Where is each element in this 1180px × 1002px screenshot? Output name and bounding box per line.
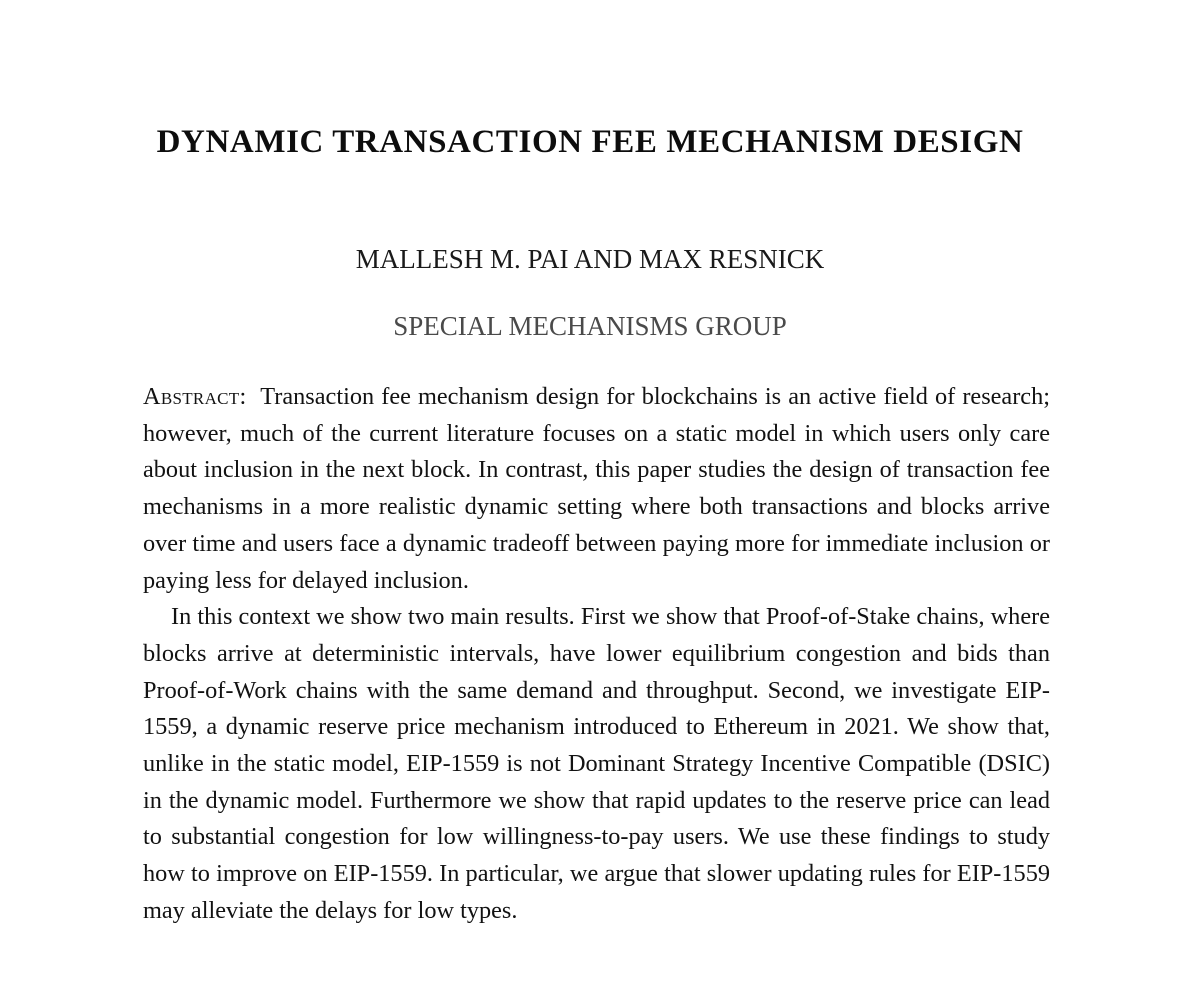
paper-affiliation: SPECIAL MECHANISMS GROUP [393, 311, 787, 341]
paper-authors: MALLESH M. PAI AND MAX RESNICK [355, 244, 825, 274]
abstract-paragraph-2: In this context we show two main results. First we show that Proof-of-Stake chains, where blocks arrive at deterministic intervals, have lower equilibrium congestion and bids than Proof-of-Work chains with the same demand and throughput. Second, we investigate EIP-1559, a dynamic reserve price mechanism introduced to Ethereum in 2021. We show that, unlike in the static model, EIP-1559 is not Dominant Strategy Incentive Compatible (DSIC) in the dynamic model. Furthermore we show that rapid updates to the reserve price can lead to substantial congestion for low willingness-to-pay users. We use these findings to study how to improve on EIP-1559. In particular, we argue that slower updating rules for EIP-1559 may alleviate the delays for low types. [143, 603, 1050, 924]
abstract-label: Abstract: [143, 383, 247, 410]
paper-title: DYNAMIC TRANSACTION FEE MECHANISM DESIGN [156, 124, 1024, 160]
abstract [143, 379, 1050, 930]
abstract-paragraph-1 [143, 379, 1050, 599]
abstract-paragraph-1-text: Transaction fee mechanism design for blockchains is an active field of research; however, much of the current literature focuses on a static model in which users only care about inclusion in the next block. In contrast, this paper studies the design of transaction fee mechanisms in a more realistic dynamic setting where both transactions and blocks arrive over time and users face a dynamic tradeoff between paying more for immediate inclusion or paying less for delayed inclusion. [143, 383, 1050, 594]
